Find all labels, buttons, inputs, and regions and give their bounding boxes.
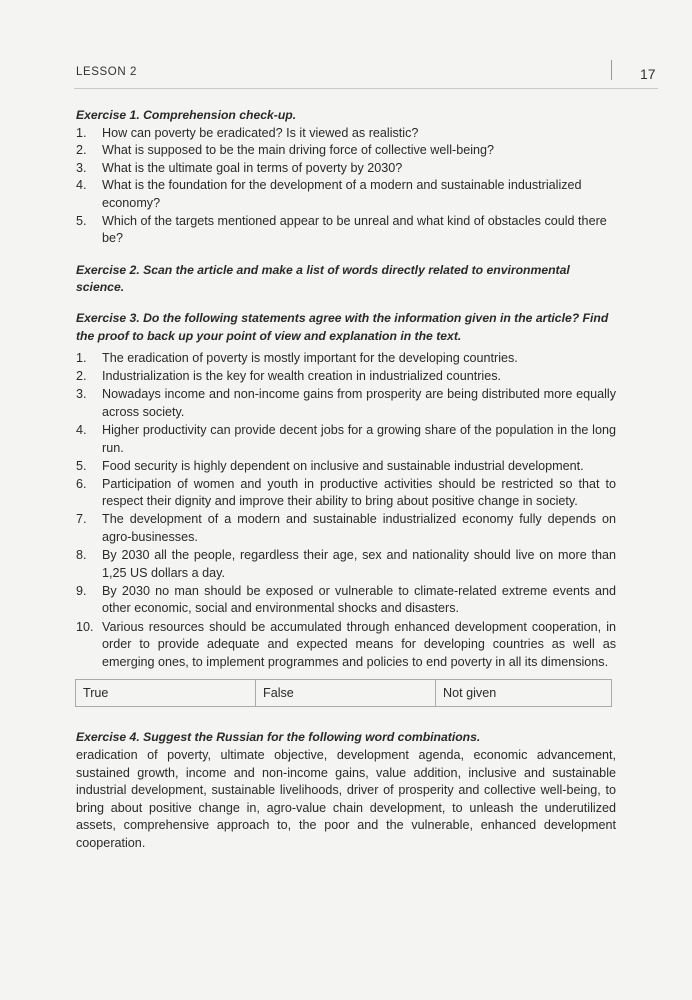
- item-number: 6.: [76, 476, 87, 491]
- answer-cell-true: True: [76, 680, 256, 707]
- item-number: 1.: [76, 351, 87, 366]
- item-number: 7.: [76, 512, 87, 527]
- list-item: [76, 422, 616, 457]
- list-item: [76, 386, 616, 421]
- exercise-4-title: Exercise 4. Suggest the Russian for the following word combinations.: [76, 730, 481, 745]
- item-text: The development of a modern and sustainable industrialized economy fully depends on agro-businesses.: [102, 512, 616, 545]
- table-row: [76, 680, 612, 707]
- item-number: 5.: [76, 458, 87, 473]
- page-number: 17: [640, 66, 656, 82]
- list-item: [76, 368, 616, 386]
- item-text: What is supposed to be the main driving force of collective well-being?: [102, 143, 495, 158]
- list-item: [76, 177, 616, 212]
- exercise-1-title: Exercise 1. Comprehension check-up.: [76, 108, 297, 122]
- exercise-3-title: Exercise 3. Do the following statements agree with the information given in the article? Find the proof to back up your point of view and explanation in the text.: [76, 310, 609, 343]
- item-text: By 2030 all the people, regardless their age, sex and nationality should live on more than 1,25 US dollars a day.: [102, 548, 616, 580]
- item-number: 8.: [76, 548, 87, 563]
- answer-cell-not-given: Not given: [436, 680, 612, 707]
- list-item: [76, 547, 616, 582]
- item-text: Nowadays income and non-income gains from prosperity are being distributed more equally across society.: [102, 387, 616, 419]
- item-text: Various resources should be accumulated through enhanced development cooperation, in order to provide adequate and expected means for developing countries as well as emerging ones, to implement programmes and policies to end poverty in all its dimensions.: [102, 619, 616, 669]
- item-number: 5.: [76, 213, 87, 228]
- list-item: [76, 511, 616, 546]
- item-number: 10.: [76, 619, 94, 634]
- item-number: 3.: [76, 160, 87, 175]
- exercise-1-list: [76, 125, 616, 248]
- item-number: 9.: [76, 583, 87, 598]
- exercise-4-text: eradication of poverty, ultimate objective, development agenda, economic advancement, sustained growth, income and non-income gains, value addition, inclusive and sustainable industrial development, sustainable livelihoods, driver of prosperity and collective well-being, to bring about positive change in, agro-value chain development, to unleash the underutilized assets, comprehensive approach to, the poor and the vulnerable, enhanced development cooperation.: [76, 747, 616, 850]
- item-number: 2.: [76, 369, 87, 384]
- lesson-label: LESSON 2: [76, 66, 138, 78]
- answer-table: [75, 679, 612, 707]
- answer-cell-false: False: [256, 680, 436, 707]
- list-item: [76, 125, 616, 143]
- list-item: [76, 583, 616, 618]
- item-number: 3.: [76, 387, 87, 402]
- item-text: Higher productivity can provide decent jobs for a growing share of the population in the long run.: [102, 423, 616, 455]
- list-item: [76, 619, 616, 672]
- item-number: 1.: [76, 125, 87, 140]
- list-item: [76, 476, 616, 511]
- item-text: Participation of women and youth in productive activities should be restricted so that to respect their dignity and improve their ability to bring about positive change in society.: [102, 476, 616, 509]
- item-text: What is the ultimate goal in terms of poverty by 2030?: [102, 160, 403, 175]
- header-rule: [74, 88, 658, 89]
- list-item: [76, 458, 616, 476]
- item-text: What is the foundation for the development of a modern and sustainable industrialized economy?: [102, 178, 582, 210]
- item-text: Food security is highly dependent on inclusive and sustainable industrial development.: [102, 458, 584, 473]
- exercise-2-title: Exercise 2. Scan the article and make a list of words directly related to environmental science.: [76, 262, 570, 295]
- header-divider: [611, 60, 612, 80]
- page-content: [76, 107, 616, 852]
- exercise-3-list: [76, 350, 616, 671]
- item-text: Industrialization is the key for wealth creation in industrialized countries.: [102, 369, 502, 384]
- list-item: [76, 160, 616, 178]
- item-text: By 2030 no man should be exposed or vulnerable to climate-related extreme events and other economic, social and environmental shocks and disasters.: [102, 583, 616, 616]
- list-item: [76, 213, 616, 248]
- item-number: 2.: [76, 143, 87, 158]
- item-number: 4.: [76, 178, 87, 193]
- item-text: The eradication of poverty is mostly important for the developing countries.: [102, 351, 518, 366]
- list-item: [76, 350, 616, 368]
- list-item: [76, 142, 616, 160]
- item-number: 4.: [76, 423, 87, 437]
- item-text: Which of the targets mentioned appear to be unreal and what kind of obstacles could there be?: [102, 213, 607, 246]
- item-text: How can poverty be eradicated? Is it viewed as realistic?: [102, 125, 419, 140]
